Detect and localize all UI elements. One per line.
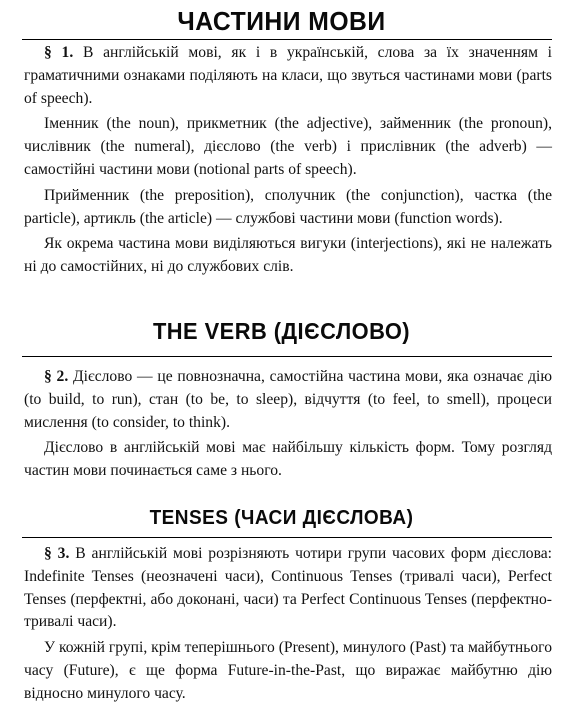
- section-2-text-1: Дієслово — це повнозначна, самостійна частина мови, яка означає дію (to build, to run), стан (to be, to sleep), відчуття (to feel, to smell), процеси мислення (to consider, to think).: [24, 368, 552, 431]
- section-1: [24, 42, 552, 279]
- section-3-number: § 3.: [44, 545, 70, 562]
- section-1-paragraph-4: Як окрема частина мови виділяються вигуки (interjections), які не належать ні до самостійних, ні до службових слів.: [24, 235, 552, 276]
- section-1-paragraph-1: [24, 42, 552, 110]
- section-3-paragraph-2: У кожній групі, крім теперішнього (Present), минулого (Past) та майбутнього часу (Future), є ще форма Future-in-the-Past, що виражає майбутню дію відносно минулого часу.: [24, 639, 552, 702]
- section-1-paragraph-2: Іменник (the noun), прикметник (the adjective), займенник (the pronoun), числівник (the numeral), дієслово (the verb) і прислівник (the adverb) — самостійні частини мови (notional parts of speech).: [24, 115, 552, 178]
- section-2-paragraph-2: Дієслово в англійській мові має найбільшу кількість форм. Тому розгляд частин мови починається саме з нього.: [24, 439, 552, 480]
- section-3: [24, 543, 552, 706]
- heading-the-verb: THE VERB (ДІЄСЛОВО): [152, 318, 411, 344]
- heading-tenses: TENSES (ЧАСИ ДІЄСЛОВА): [149, 507, 414, 529]
- section-1-text-1: В англійській мові, як і в українській, слова за їх значенням і граматичними ознаками поділяють на класи, що звуться частинами мови (parts of speech).: [24, 44, 552, 107]
- section-2-number: § 2.: [44, 368, 69, 385]
- section-3-paragraph-1: [24, 543, 552, 634]
- section-3-rule: [22, 537, 552, 538]
- section-3-text-1: В англійській мові розрізняють чотири групи часових форм дієслова: Indefinite Tenses (неозначені часи), Continuous Tenses (тривалі часи), Perfect Tenses (перфектні, або доконані, часи) та Perfect Continuous Tenses (перфектно-тривалі часи).: [24, 545, 553, 631]
- section-1-rule: [22, 39, 552, 40]
- section-2-rule: [22, 356, 552, 357]
- section-2-paragraph-1: [24, 366, 552, 434]
- section-1-paragraph-3: Прийменник (the preposition), сполучник (the conjunction), частка (the particle), артикль (the article) — службові частини мови (function words).: [24, 186, 552, 227]
- section-1-number: § 1.: [44, 44, 74, 61]
- heading-parts-of-speech: ЧАСТИНИ МОВИ: [177, 6, 386, 36]
- section-2: [24, 366, 552, 483]
